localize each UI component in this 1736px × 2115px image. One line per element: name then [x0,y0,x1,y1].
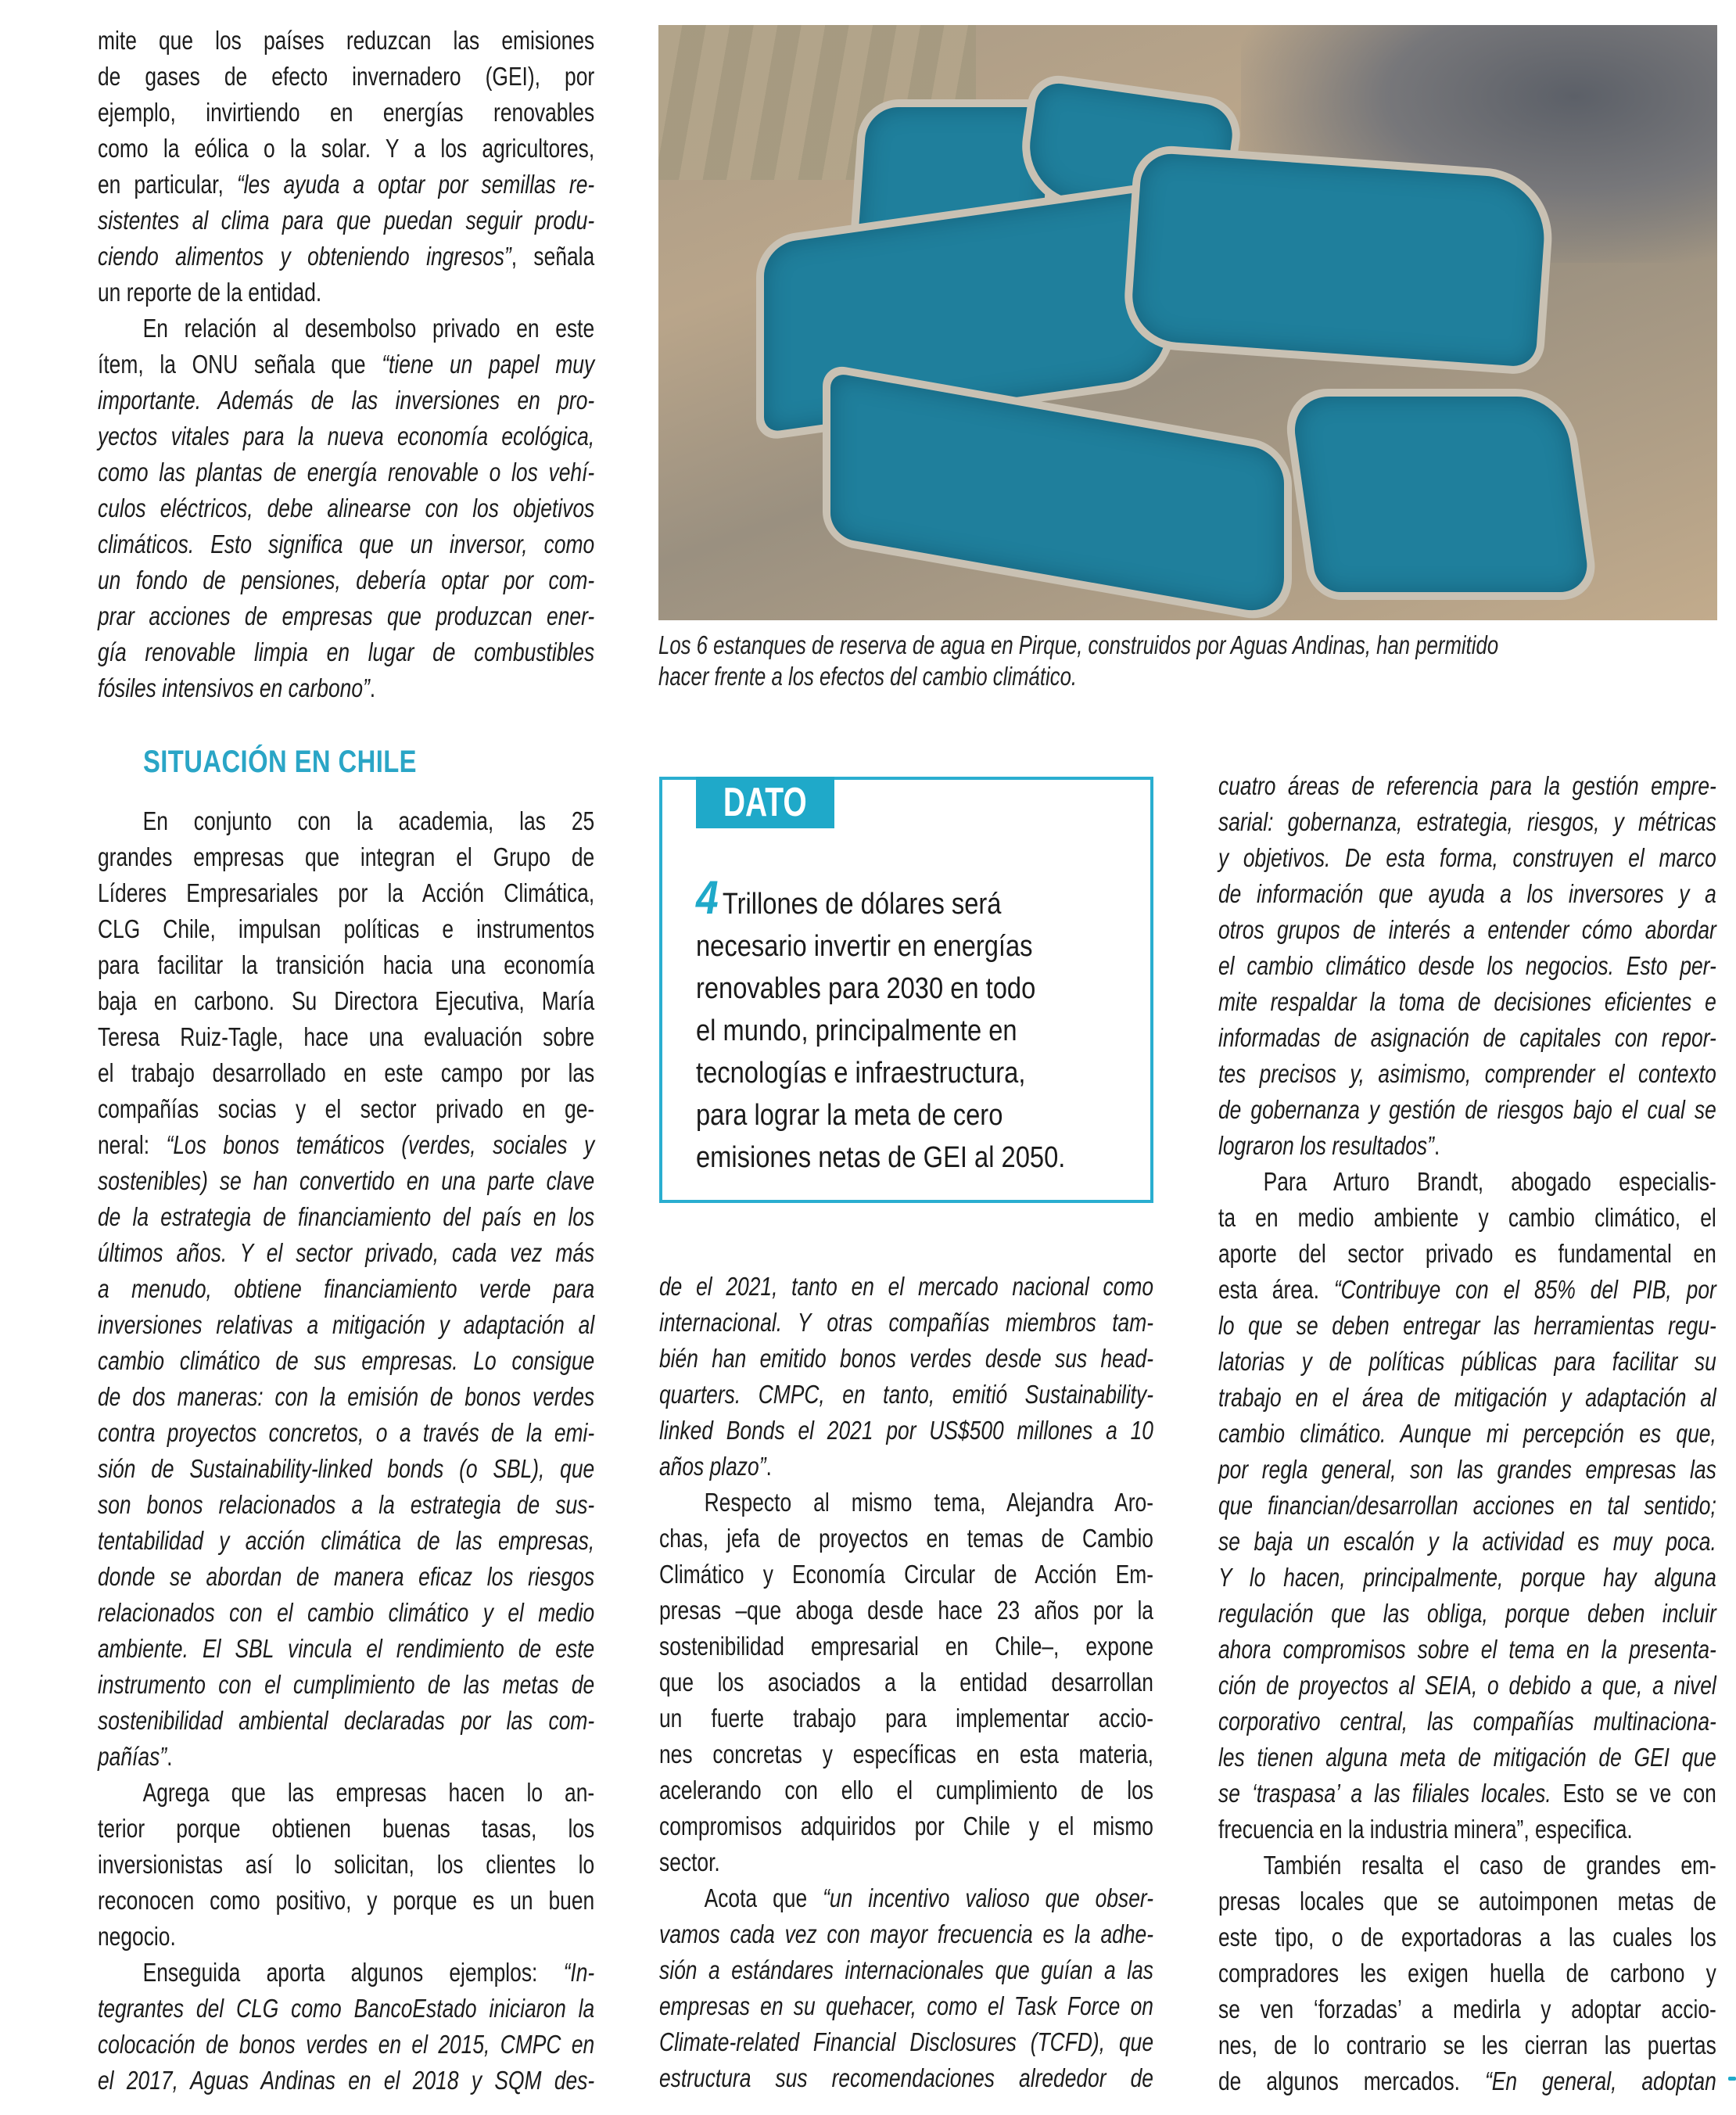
text-line: ta en medio ambiente y cambio climático, el [1218,1203,1716,1232]
text-line: de gobernanza y gestión de riesgos bajo el cual se [1218,1095,1716,1124]
text-line: donde se abordan de manera eficaz los riesgos [98,1562,595,1591]
text-line: otros grupos de interés a entender cómo abordar [1218,915,1716,944]
text-line: el 2017, Aguas Andinas en el 2018 y SQM des- [98,2066,595,2095]
photo-caption [658,630,1499,692]
pond-4 [1129,152,1548,368]
text-line: Climático y Economía Circular de Acción Em- [659,1560,1153,1589]
text-line: sostenibilidad empresarial en Chile–, expone [659,1632,1153,1661]
text-line: chas, jefa de proyectos en temas de Cambio [659,1524,1153,1553]
pond-5 [830,372,1284,616]
text-line: inversiones relativas a mitigación y adaptación al [98,1310,595,1339]
text-line: estructura sus recomendaciones alrededor de [659,2063,1153,2092]
text-line: para facilitar la transición hacia una economía [98,950,595,979]
text-line: sión a estándares internacionales que guían a las [659,1955,1153,1984]
pond-6 [1289,397,1591,592]
text-line: tegrantes del CLG como BancoEstado iniciaron la [98,1994,595,2023]
text-line: ciendo alimentos y obteniendo ingresos”, señala [98,242,595,271]
text-line: de el 2021, tanto en el mercado nacional como [659,1272,1153,1301]
text-line: el cambio climático desde los negocios. Esto per- [1218,951,1716,980]
text-line: Respecto al mismo tema, Alejandra Aro- [704,1488,1153,1517]
dato-line: para lograr la meta de cero [696,1099,1003,1132]
text-line: Líderes Empresariales por la Acción Climática, [98,878,595,907]
text-line: En relación al desembolso privado en este [142,314,595,343]
text-line: fósiles intensivos en carbono”. [98,673,376,702]
section-heading: SITUACIÓN EN CHILE [143,745,417,779]
text-line: CLG Chile, impulsan políticas e instrumentos [98,914,595,943]
text-line: tes precisos y, asimismo, comprender el contexto [1218,1059,1716,1088]
text-line: un reporte de la entidad. [98,278,322,307]
caption-line: Los 6 estanques de reserva de agua en Pirque, construidos por Aguas Andinas, han permitido [658,630,1499,659]
text-line: que los asociados a la entidad desarrollan [659,1668,1153,1697]
text-line: relacionados con el cambio climático y el medio [98,1598,595,1627]
text-line: nes, de lo contrario se les cierran las puertas [1218,2031,1716,2059]
text-line: que financian/desarrollan acciones en tal sentido; [1218,1491,1716,1520]
text-line: compañías socias y el sector privado en ge- [98,1094,595,1123]
text-line: cuatro áreas de referencia para la gestión empre- [1218,771,1716,800]
text-line: este tipo, o de exportadoras a las cuales los [1218,1923,1716,1952]
text-line: grandes empresas que integran el Grupo de [98,842,595,871]
text-line: años plazo”. [659,1452,772,1481]
text-line: empresas en su quehacer, como el Task Force on [659,1991,1153,2020]
text-line: un fuerte trabajo para implementar accio- [659,1704,1153,1733]
text-line: aporte del sector privado es fundamental en [1218,1239,1716,1268]
text-line: cambio climático. Aunque mi percepción es que, [1218,1419,1716,1448]
text-line: sostenibles) se han convertido en una parte clave [98,1166,595,1195]
dato-label: DATO [696,777,834,828]
text-line: informadas de asignación de capitales con repor- [1218,1023,1716,1052]
text-line: de información que ayuda a los inversores y a [1218,879,1716,908]
text-line: compromisos adquiridos por Chile y el mismo [659,1812,1153,1840]
article-column-1-bottom [98,803,594,2099]
text-line: frecuencia en la industria minera”, especifica. [1218,1815,1633,1844]
text-line: sistentes al clima para que puedan seguir produ- [98,206,595,235]
text-line: se ‘traspasa’ a las filiales locales. Esto se ve con [1218,1779,1716,1808]
dato-line: necesario invertir en energías [696,930,1033,963]
text-line: Enseguida aporta algunos ejemplos: “In- [142,1958,595,1987]
reservoir-photo [658,25,1717,620]
article-column-1-top [98,23,594,706]
text-line: nes concretas y específicas en esta materia, [659,1740,1153,1768]
text-line: sarial: gobernanza, estrategia, riesgos, y métricas [1218,807,1716,836]
text-line: ejemplo, invirtiendo en energías renovables [98,98,595,127]
text-line: contra proyectos concretos, o a través de la emi- [98,1418,595,1447]
text-line: ambiente. El SBL vincula el rendimiento de este [98,1634,595,1663]
text-line: se ven ‘forzadas’ a medirla y adoptar accio- [1218,1995,1716,2023]
text-line: Para Arturo Brandt, abogado especialis- [1263,1167,1716,1196]
text-line: a menudo, obtiene financiamiento verde para [98,1274,595,1303]
text-line: como la eólica o la solar. Y a los agricultores, [98,134,595,163]
text-line: como las plantas de energía renovable o los vehí- [98,458,595,487]
text-line: son bonos relacionados a la estrategia de sus- [98,1490,595,1519]
dato-line: renovables para 2030 en todo [696,972,1036,1005]
article-column-3 [1218,768,1716,2099]
text-line: compradores les exigen huella de carbono y [1218,1959,1716,1988]
text-line: quarters. CMPC, en tanto, emitió Sustainability- [659,1380,1153,1409]
dato-line: el mundo, principalmente en [696,1014,1017,1047]
text-line: latorias y de políticas públicas para facilitar su [1218,1347,1716,1376]
text-line: cambio climático de sus empresas. Lo consigue [98,1346,595,1375]
text-line: pañías”. [98,1742,173,1771]
text-line: neral: “Los bonos temáticos (verdes, sociales y [98,1130,595,1159]
text-line: lograron los resultados”. [1218,1131,1440,1160]
text-line: Climate-related Financial Disclosures (TCFD), que [659,2027,1153,2056]
text-line: Acota que “un incentivo valioso que obser- [704,1883,1153,1912]
text-line: presas locales que se autoimponen metas de [1218,1887,1716,1916]
text-line: negocio. [98,1922,176,1951]
text-line: colocación de bonos verdes en el 2015, CMPC en [98,2030,595,2059]
text-line: de la estrategia de financiamiento del país en los [98,1202,595,1231]
article-column-2 [659,1269,1153,2096]
text-line: presas –que aboga desde hace 23 años por la [659,1596,1153,1625]
text-line: importante. Además de las inversiones en pro- [98,386,595,415]
text-line: climáticos. Esto significa que un inversor, como [98,530,595,558]
text-line: el trabajo desarrollado en este campo por las [98,1058,595,1087]
text-line: esta área. “Contribuye con el 85% del PIB, por [1218,1275,1716,1304]
text-line: lo que se deben entregar las herramientas regu- [1218,1311,1716,1340]
text-line: se baja un escalón y la actividad es muy poca. [1218,1527,1716,1556]
text-line: Teresa Ruiz-Tagle, hace una evaluación sobre [98,1022,595,1051]
text-line: También resalta el caso de grandes em- [1263,1851,1716,1880]
text-line: trabajo en el área de mitigación y adaptación al [1218,1383,1716,1412]
dato-text [696,871,1099,1179]
text-line: sión de Sustainability-linked bonds (o SBL), que [98,1454,595,1483]
text-line: culos eléctricos, debe alinearse con los objetivos [98,494,595,522]
text-line: En conjunto con la academia, las 25 [142,806,595,835]
dato-line: emisiones netas de GEI al 2050. [696,1141,1066,1174]
text-line: reconocen como positivo, y porque es un buen [98,1886,595,1915]
text-line: ción de proyectos al SEIA, o debido a que, a nivel [1218,1671,1716,1700]
text-line: tentabilidad y acción climática de las empresas, [98,1526,595,1555]
text-line: Agrega que las empresas hacen lo an- [142,1778,595,1807]
text-line: por regla general, son las grandes empresas las [1218,1455,1716,1484]
text-line: inversionistas así lo solicitan, los clientes lo [98,1850,595,1879]
text-line: yectos vitales para la nueva economía ecológica, [98,422,595,451]
text-line: un fondo de pensiones, debería optar por com- [98,566,595,594]
text-line: de gases de efecto invernadero (GEI), por [98,62,595,91]
text-line: de algunos mercados. “En general, adoptan [1218,2067,1716,2095]
text-line: bién han emitido bonos verdes desde sus head- [659,1344,1153,1373]
text-line: corporativo central, las compañías multinaciona- [1218,1707,1716,1736]
caption-line: hacer frente a los efectos del cambio climático. [658,662,1078,691]
text-line: instrumento con el cumplimiento de las metas de [98,1670,595,1699]
text-line: ahora compromisos sobre el tema en la presenta- [1218,1635,1716,1664]
dato-line: tecnologías e infraestructura, [696,1057,1026,1090]
text-line: en particular, “les ayuda a optar por semillas re- [98,170,595,199]
text-line: baja en carbono. Su Directora Ejecutiva, María [98,986,595,1015]
text-line: vamos cada vez con mayor frecuencia es la adhe- [659,1919,1153,1948]
text-line: terior porque obtienen buenas tasas, los [98,1814,595,1843]
text-line: prar acciones de empresas que produzcan ener- [98,601,595,630]
text-line: de dos maneras: con la emisión de bonos verdes [98,1382,595,1411]
text-line: regulación que las obliga, porque deben incluir [1218,1599,1716,1628]
text-line: mite respaldar la toma de decisiones eficientes e [1218,987,1716,1016]
text-line: sector. [659,1847,720,1876]
dato-number: 4 [696,871,719,924]
text-line: últimos años. Y el sector privado, cada vez más [98,1238,595,1267]
text-line: linked Bonds el 2021 por US$500 millones a 10 [659,1416,1153,1445]
continue-arrow-icon [1728,2077,1736,2081]
text-line: internacional. Y otras compañías miembros tam- [659,1308,1153,1337]
text-line: Y lo hacen, principalmente, porque hay alguna [1218,1563,1716,1592]
dato-line: 4 Trillones de dólares será [696,871,1002,924]
text-line: acelerando con ello el cumplimiento de los [659,1776,1153,1804]
text-line: ítem, la ONU señala que “tiene un papel muy [98,350,595,379]
text-line: sostenibilidad ambiental declaradas por las com- [98,1706,595,1735]
text-line: les tienen alguna meta de mitigación de GEI que [1218,1743,1716,1772]
text-line: y objetivos. De esta forma, construyen el marco [1218,843,1716,872]
text-line: mite que los países reduzcan las emisiones [98,26,595,55]
text-line: gía renovable limpia en lugar de combustibles [98,637,595,666]
